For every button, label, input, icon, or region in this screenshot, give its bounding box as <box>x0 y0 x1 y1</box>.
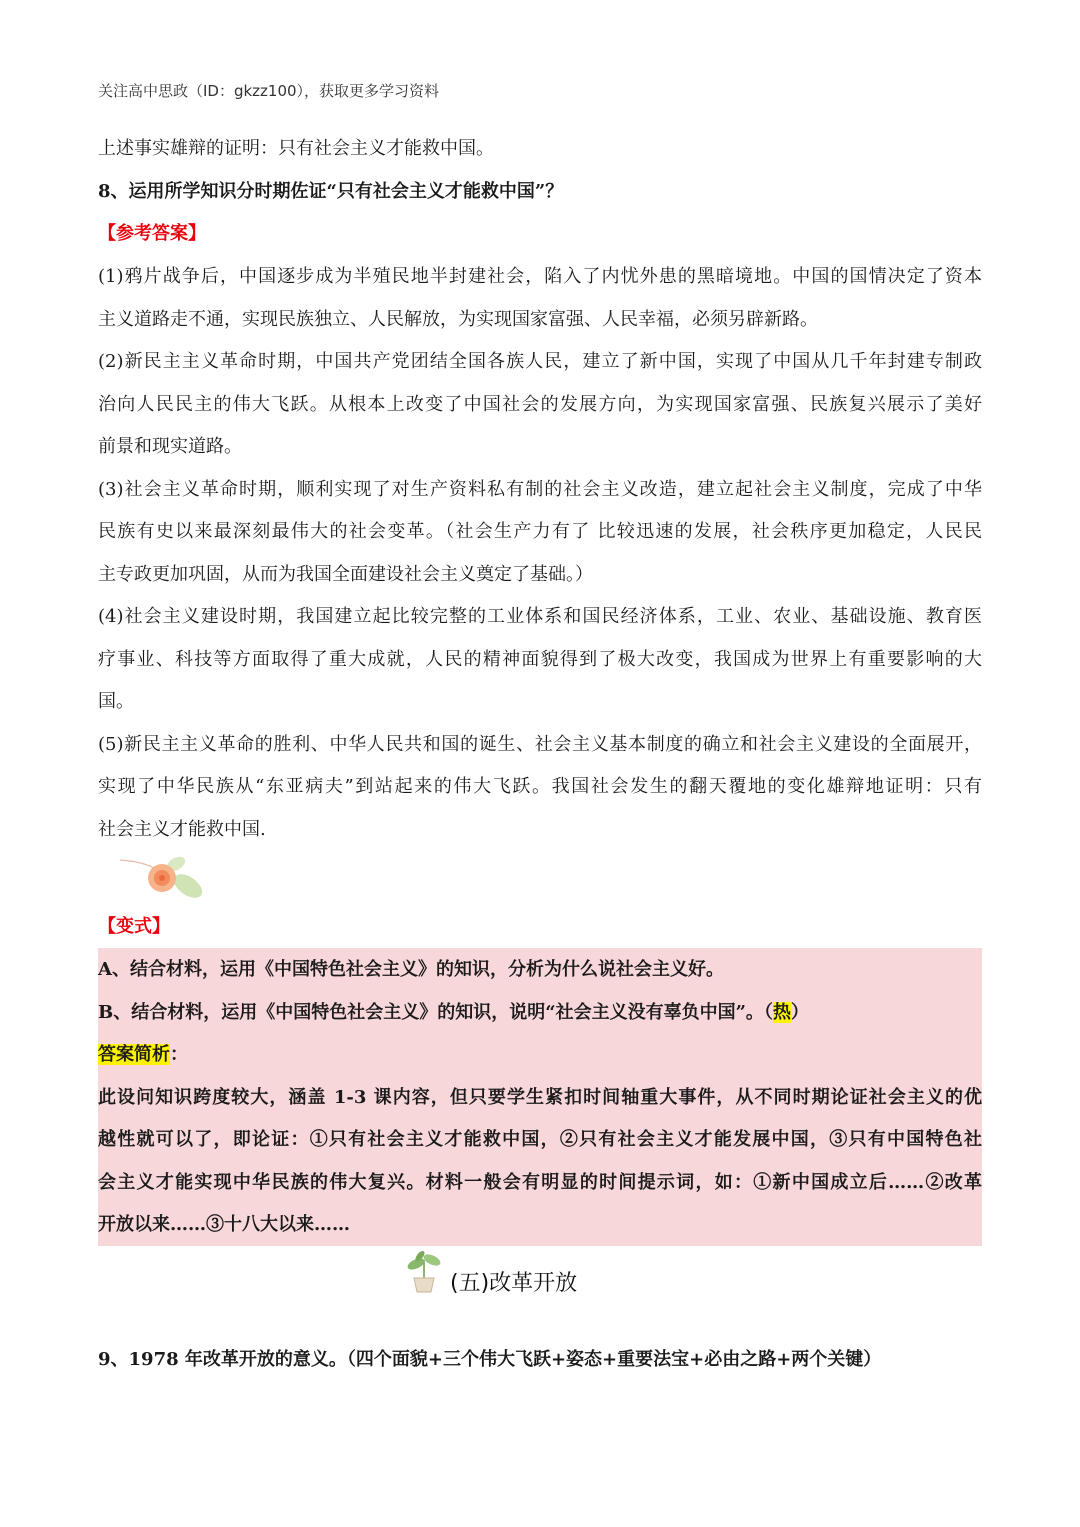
variant-question-b-close: ） <box>790 1001 809 1023</box>
variant-question-b <box>98 992 982 1035</box>
answer-line: 主专政更加巩固，从而为我国全面建设社会主义奠定了基础。） <box>98 563 593 585</box>
answer-line: (3)社会主义革命时期，顺利实现了对生产资料私有制的社会主义改造，建立起社会主义制度，完成了中华 <box>98 478 982 500</box>
intro-line: 上述事实雄辩的证明：只有社会主义才能救中国。 <box>98 138 494 159</box>
answer-tag: 【参考答案】 <box>98 223 206 244</box>
answer-line: 国。 <box>98 691 134 712</box>
variant-tag: 【变式】 <box>98 916 170 937</box>
hot-badge: 热 <box>772 1001 791 1023</box>
answer-line: 疗事业、科技等方面取得了重大成就，人民的精神面貌得到了极大改变，我国成为世界上有重要影响的大 <box>98 648 982 670</box>
variant-question-b-text: B、结合材料，运用《中国特色社会主义》的知识，说明“社会主义没有辜负中国”。（ <box>98 1001 773 1023</box>
analysis-line: 此设问知识跨度较大，涵盖 1-3 课内容，但只要学生紧扣时间轴重大事件，从不同时期论证社会主义的优 <box>98 1086 982 1108</box>
plant-pot-icon <box>400 1250 448 1294</box>
answer-line: (4)社会主义建设时期，我国建立起比较完整的工业体系和国民经济体系，工业、农业、基础设施、教育医 <box>98 606 982 627</box>
section-title: (五)改革开放 <box>450 1271 578 1296</box>
answer-body <box>98 256 982 851</box>
answer-line: 主义道路走不通，实现民族独立、人民解放，为实现国家富强、人民幸福，必须另辟新路。 <box>98 308 818 330</box>
answer-line: 前景和现实道路。 <box>98 436 242 457</box>
page-header: 关注高中思政（ID：gkzz100），获取更多学习资料 <box>98 82 440 100</box>
answer-line: 民族有史以来最深刻最伟大的社会变革。（社会生产力有了 比较迅速的发展，社会秩序更加稳定，人民民 <box>98 521 982 542</box>
analysis-line: 越性就可以了，即论证：①只有社会主义才能救中国，②只有社会主义才能发展中国，③只有中国特色社 <box>98 1129 982 1150</box>
flower-decoration-icon <box>118 848 208 906</box>
question-8: 8、运用所学知识分时期佐证“只有社会主义才能救中国”？ <box>98 180 564 202</box>
intro-paragraph <box>98 128 982 256</box>
answer-line: (1)鸦片战争后，中国逐步成为半殖民地半封建社会，陷入了内忧外患的黑暗境地。中国的国情决定了资本 <box>98 266 982 287</box>
variant-body <box>98 949 982 1247</box>
analysis-line: 开放以来……③十八大以来…… <box>98 1214 350 1235</box>
answer-line: (5)新民主主义革命的胜利、中华人民共和国的诞生、社会主义基本制度的确立和社会主义建设的全面展开， <box>98 733 982 755</box>
answer-line: (2)新民主主义革命时期，中国共产党团结全国各族人民，建立了新中国，实现了中国从几千年封建专制政 <box>98 351 982 372</box>
answer-line: 治向人民民主的伟大飞跃。从根本上改变了中国社会的发展方向，为实现国家富强、民族复兴展示了美好 <box>98 393 982 415</box>
analysis-line: 会主义才能实现中华民族的伟大复兴。材料一般会有明显的时间提示词，如：①新中国成立后……②改革 <box>98 1171 982 1193</box>
answer-line: 实现了中华民族从“东亚病夫”到站起来的伟大飞跃。我国社会发生的翻天覆地的变化雄辩地证明：只有 <box>98 776 982 797</box>
analysis-colon: ： <box>170 1044 188 1065</box>
answer-line: 社会主义才能救中国. <box>98 818 266 840</box>
question-9: 9、1978 年改革开放的意义。（四个面貌+三个伟大飞跃+姿态+重要法宝+必由之路+两个关键） <box>98 1349 882 1370</box>
analysis-heading <box>98 1034 982 1077</box>
analysis-label: 答案简析 <box>98 1044 170 1065</box>
variant-question-a: A、结合材料，运用《中国特色社会主义》的知识，分析为什么说社会主义好。 <box>98 959 724 980</box>
